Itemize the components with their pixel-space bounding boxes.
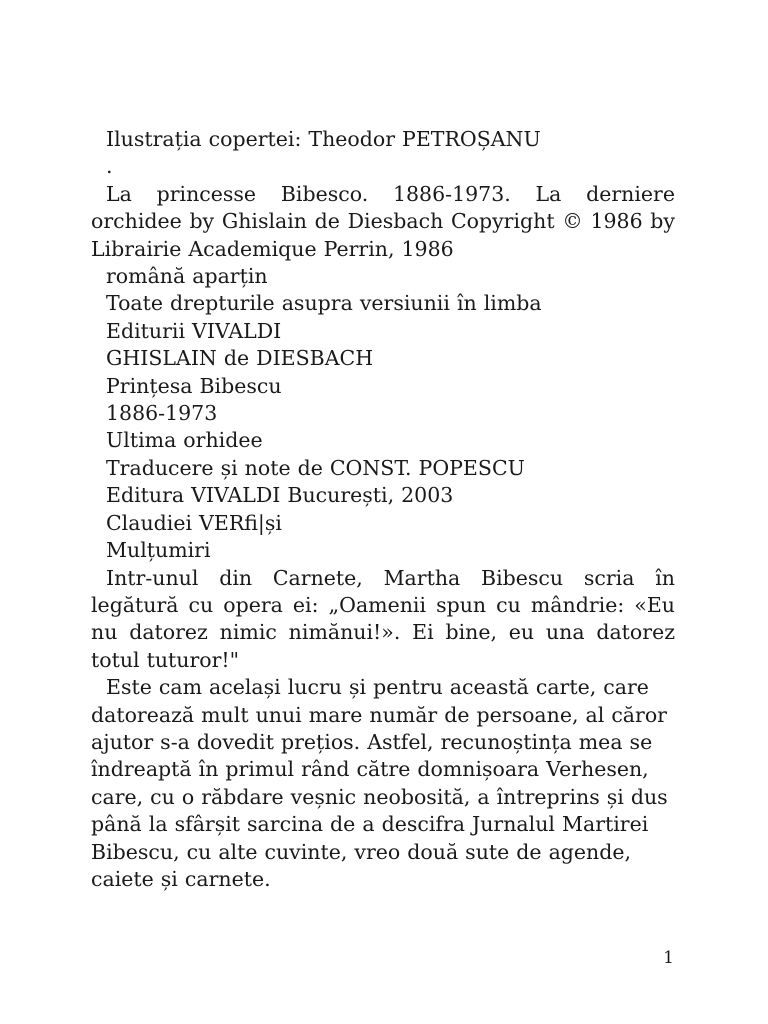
- page-body: [91, 126, 675, 893]
- cover-illustration-credit: Ilustrația copertei: Theodor PETROȘANU: [106, 127, 541, 151]
- author-name: GHISLAIN de DIESBACH: [106, 346, 374, 371]
- book-years: 1886-1973: [106, 401, 218, 426]
- publisher-rights: Editurii VIVALDI: [106, 318, 282, 343]
- publisher-imprint: Editura VIVALDI București, 2003: [106, 483, 454, 508]
- copyright-notice: La princesse Bibesco. 1886-1973. La derniere orchidee by Ghislain de Diesbach Copyright © 1986 by Librairie Academique Perrin, 1986: [91, 181, 675, 261]
- acknowledgements-paragraph-1: Intr-unul din Carnete, Martha Bibescu scria în legătură cu opera ei: „Oamenii spun cu mândrie: «Eu nu datorez nimic nimănui!». Ei bine, eu una datorez totul tuturor!": [91, 565, 675, 672]
- book-title: Prințesa Bibescu: [106, 373, 282, 398]
- book-subtitle: Ultima orhidee: [106, 428, 263, 453]
- dedication: Claudiei VERfi|și: [106, 510, 282, 535]
- acknowledgements-paragraph-2: Este cam același lucru și pentru această carte, care datorează mult unui mare număr de persoane, al căror ajutor s-a dovedit prețios. Astfel, recunoștința mea se îndreaptă în primul rând către domnișoara Verhesen, care, cu o răbdare veșnic neobosită, a întreprins și dus până la sfârșit sarcina de a descifra Jurnalul Martirei Bibescu, cu alte cuvinte, vreo două sute de agende, caiete și carnete.: [91, 675, 668, 891]
- rights-line-1: română aparțin: [106, 264, 268, 289]
- page-number: 1: [663, 948, 674, 968]
- acknowledgements-heading: Mulțumiri: [106, 538, 211, 563]
- translator-credit: Traducere și note de CONST. POPESCU: [106, 455, 525, 480]
- rights-line-2: Toate drepturile asupra versiunii în limba: [106, 291, 542, 316]
- separator-dot: .: [106, 154, 113, 179]
